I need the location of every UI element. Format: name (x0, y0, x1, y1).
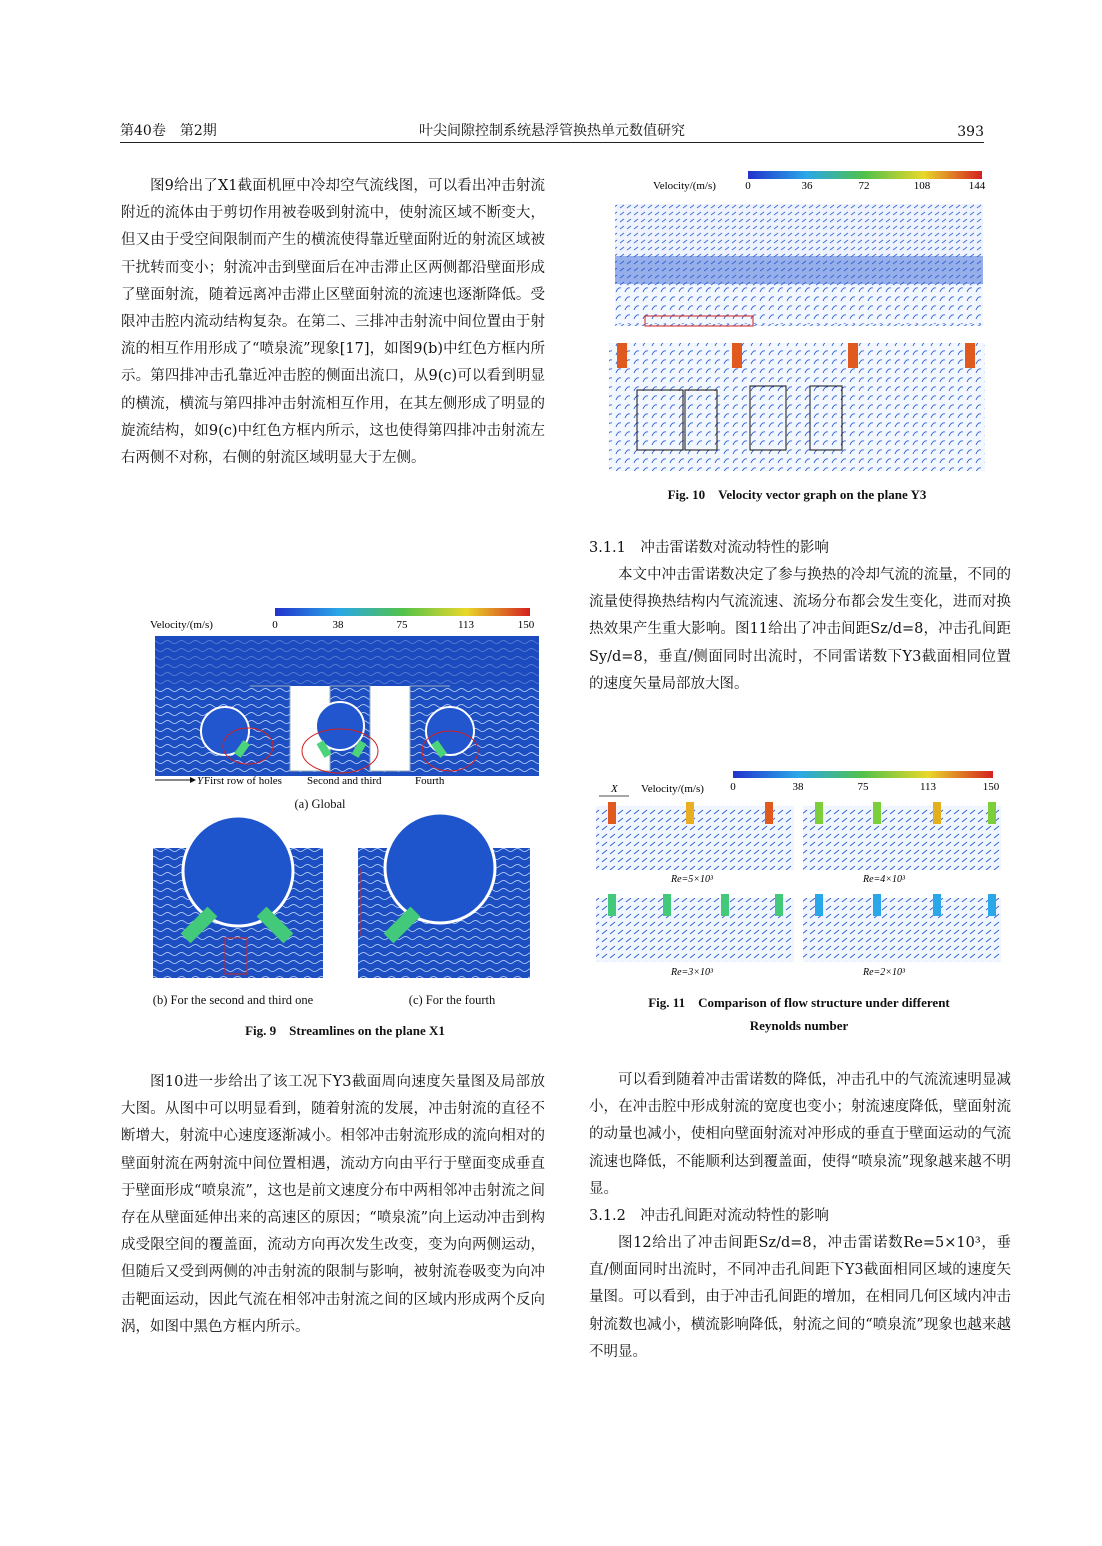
fig9-subcaption-a: (a) Global (294, 797, 346, 811)
fig9-axis-letter: Y (197, 775, 204, 787)
section-3-1-2-heading: 3.1.2 冲击孔间距对流动特性的影响 (589, 1208, 829, 1225)
fig11-label-re5000: Re=5×10³ (671, 874, 714, 885)
fig10-tick-4: 144 (968, 180, 986, 192)
fig9-subcaption-c: (c) For the fourth (408, 993, 496, 1007)
paragraph-fig9-description: 图9给出了X1截面机匣中冷却空气流线图，可以看出冲击射流附近的流体由于剪切作用被卷吸到射流中，使射流区域不断变大，但又由于受空间限制而产生的横流使得靠近壁面附近的射流区域被干扰转而变小；射流冲击到壁面后在冲击滞止区两侧都沿壁面形成了壁面射流，随着远离冲击滞止区壁面射流的流速也逐渐降低。受限冲击腔内流动结构复杂。在第二、三排冲击射流中间位置由于射流的相互作用形成了“喷泉流”现象[17]，如图9(b)中红色方框内所示。第四排冲击孔靠近冲击腔的侧面出流口，从9(c)可以看到明显的横流，横流与第四排冲击射流相互作用，在其左侧形成了明显的旋流结构，如9(c)中红色方框内所示，这也使得第四排冲击射流左右两侧不对称，右侧的射流区域明显大于左侧。 (121, 178, 545, 467)
left-paragraph-2-block (121, 1069, 545, 1341)
fig10-tick-0: 0 (745, 180, 751, 192)
fig11-colorbar (733, 771, 993, 778)
header-rule (120, 142, 984, 143)
fig9-legend-title: Velocity/(m/s) (150, 619, 213, 631)
fig10-caption: Fig. 10 Velocity vector graph on the plane Y3 (667, 487, 927, 502)
fig11-tick-0: 0 (730, 781, 736, 793)
fig11-panel-re4000 (803, 802, 1001, 870)
fig11-legend-title: Velocity/(m/s) (641, 783, 704, 795)
section-3-1-1-heading: 3.1.1 冲击雷诺数对流动特性的影响 (589, 540, 829, 556)
fig9-tick-4: 150 (517, 619, 535, 631)
fig9-subcaption-b: (b) For the second and third one (152, 993, 314, 1007)
page-number: 393 (957, 124, 984, 140)
fig11-axis-letter: X (611, 783, 618, 795)
fig9-global-panel (155, 636, 539, 776)
fig9-panel-c (358, 813, 530, 978)
fig11-caption-line-2: Reynolds number (749, 1018, 849, 1033)
fig9-label-first-row: First row of holes (204, 775, 282, 787)
fig11-caption-line-1: Fig. 11 Comparison of flow structure under different (648, 995, 950, 1010)
figure-10 (605, 168, 989, 473)
fig11-panel-re3000 (596, 894, 794, 962)
fig9-tick-3: 113 (457, 619, 475, 631)
paragraph-reynolds-intro: 本文中冲击雷诺数决定了参与换热的冷却气流的流量，不同的流量使得换热结构内气流流速、流场分布都会发生变化，进而对换热效果产生重大影响。图11给出了冲击间距Sz/d=8，冲击孔间距Sy/d=8，垂直/侧面同时出流时，不同雷诺数下Y3截面相同位置的速度矢量局部放大图。 (589, 567, 1011, 692)
fig9-label-fourth: Fourth (415, 775, 445, 787)
fig10-tick-2: 72 (858, 180, 870, 192)
paragraph-hole-spacing: 图12给出了冲击间距Sz/d=8，冲击雷诺数Re=5×10³，垂直/侧面同时出流时，不同冲击孔间距下Y3截面相同区域的速度矢量图。可以看到，由于冲击孔间距的增加，在相同几何区域内冲击射流数也减小，横流影响降低，射流之间的“喷泉流”现象也越来越不明显。 (589, 1235, 1011, 1360)
fig11-tick-3: 113 (919, 781, 937, 793)
fig11-tick-4: 150 (982, 781, 1000, 793)
fig11-panel-re2000 (803, 894, 1001, 962)
fig10-colorbar (748, 171, 982, 179)
fig9-label-second-third: Second and third (307, 775, 382, 787)
fig9-panel-b (153, 816, 323, 978)
paragraph-reynolds-result: 可以看到随着冲击雷诺数的降低，冲击孔中的气流流速明显减小，在冲击腔中形成射流的宽度也变小；射流速度降低，壁面射流的动量也减小，使相向壁面射流对冲形成的垂直于壁面运动的气流流速也降低，不能顺利达到覆盖面，使得“喷泉流”现象越来越不明显。 (589, 1072, 1011, 1197)
running-header (120, 118, 984, 140)
right-text-block-2 (589, 1067, 1011, 1366)
fig10-legend-title: Velocity/(m/s) (653, 180, 716, 192)
journal-volume: 第40卷 第2期 (120, 123, 217, 139)
fig9-colorbar (275, 608, 530, 616)
fig9-tick-2: 75 (396, 619, 408, 631)
fig11-label-re2000: Re=2×10³ (863, 967, 906, 978)
running-title: 叶尖间隙控制系统悬浮管换热单元数值研究 (419, 123, 685, 139)
right-text-block-1 (589, 535, 1011, 698)
paragraph-fig10-description: 图10进一步给出了该工况下Y3截面周向速度矢量图及局部放大图。从图中可以明显看到，随着射流的发展，冲击射流的直径不断增大，射流中心速度逐渐减小。相邻冲击射流形成的流向相对的壁面射流在两射流中间位置相遇，流动方向由平行于壁面变成垂直于壁面形成“喷泉流”，这也是前文速度分布中两相邻冲击射流之间存在从壁面延伸出来的高速区的原因；“喷泉流”向上运动冲击到构成受限空间的覆盖面，流动方向再次发生改变，变为向两侧运动，但随后又受到两侧的冲击射流的限制与影响，被射流卷吸变为向冲击靶面运动，因此气流在相邻冲击射流之间的区域内形成两个反向涡，如图中黑色方框内所示。 (121, 1074, 545, 1335)
fig11-label-re4000: Re=4×10³ (863, 874, 906, 885)
fig10-zoom-vectors (609, 343, 985, 471)
fig10-tick-1: 36 (801, 180, 813, 192)
fig11-tick-1: 38 (792, 781, 804, 793)
fig11-label-re3000: Re=3×10³ (671, 967, 714, 978)
fig10-tick-3: 108 (913, 180, 931, 192)
left-paragraph-1-block (121, 173, 545, 472)
fig11-panel-re5000 (596, 802, 794, 870)
fig9-tick-1: 38 (332, 619, 344, 631)
fig11-tick-2: 75 (857, 781, 869, 793)
fig9-caption: Fig. 9 Streamlines on the plane X1 (245, 1023, 445, 1038)
fig9-arrowhead (190, 777, 196, 783)
figure-11 (593, 768, 1005, 988)
fig9-tick-0: 0 (272, 619, 278, 631)
fig10-global-vectors (615, 204, 983, 326)
